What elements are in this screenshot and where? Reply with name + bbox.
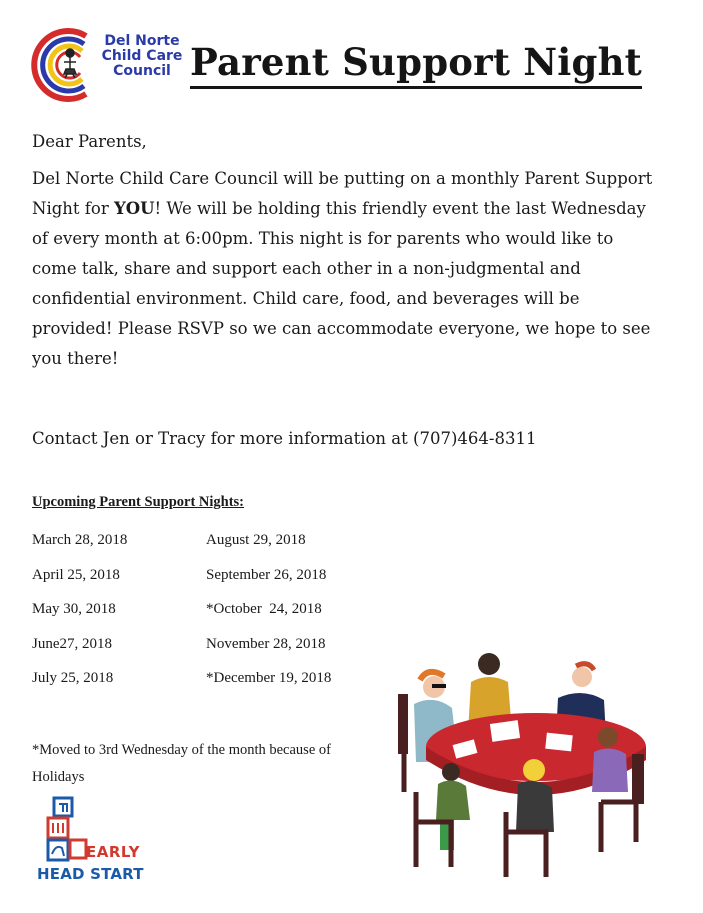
intro-part-1: Del Norte Child Care Council will be putting on a monthly Parent Support Night for	[32, 169, 653, 218]
ehs-early-text: EARLY	[86, 843, 140, 861]
greeting: Dear Parents,	[32, 132, 147, 151]
toy-blocks-icon	[48, 798, 86, 860]
logo-rings-icon	[34, 31, 86, 99]
council-logo-text	[97, 34, 187, 79]
intro-emphasis: YOU	[113, 199, 155, 218]
page-title: Parent Support Night	[190, 38, 642, 89]
date-item: September 26, 2018	[206, 567, 327, 583]
logo-line-3: Council	[113, 63, 171, 79]
date-item: August 29, 2018	[206, 532, 306, 548]
date-item: *December 19, 2018	[206, 670, 332, 686]
date-item: April 25, 2018	[32, 567, 120, 583]
holiday-note: *Moved to 3rd Wednesday of the month because of Holidays	[32, 742, 331, 785]
ehs-head-start-text: HEAD START	[37, 865, 144, 883]
date-item: June27, 2018	[32, 636, 112, 652]
date-item: November 28, 2018	[206, 636, 326, 652]
date-item: July 25, 2018	[32, 670, 114, 686]
logo-line-2: Child Care	[101, 48, 183, 64]
date-item: March 28, 2018	[32, 532, 128, 548]
intro-paragraph	[32, 164, 662, 374]
logo-line-1: Del Norte	[104, 33, 180, 49]
parents-meeting-illustration	[396, 642, 686, 882]
dates-heading: Upcoming Parent Support Nights:	[32, 494, 245, 510]
intro-part-2: ! We will be holding this friendly event the last Wednesday of every month at 6:00pm. This night is for parents who would like to come talk, share and support each other in a non-judgmental and confidential environment. Child care, food, and beverages will be provided! Please RSVP so we can accommodate everyone, we hope to see you there!	[32, 199, 651, 368]
date-item: May 30, 2018	[32, 601, 116, 617]
people-at-table-icon	[398, 653, 646, 877]
child-figure-icon	[64, 49, 76, 78]
date-item: *October 24, 2018	[206, 601, 322, 617]
contact-info: Contact Jen or Tracy for more information at (707)464-8311	[32, 429, 537, 448]
